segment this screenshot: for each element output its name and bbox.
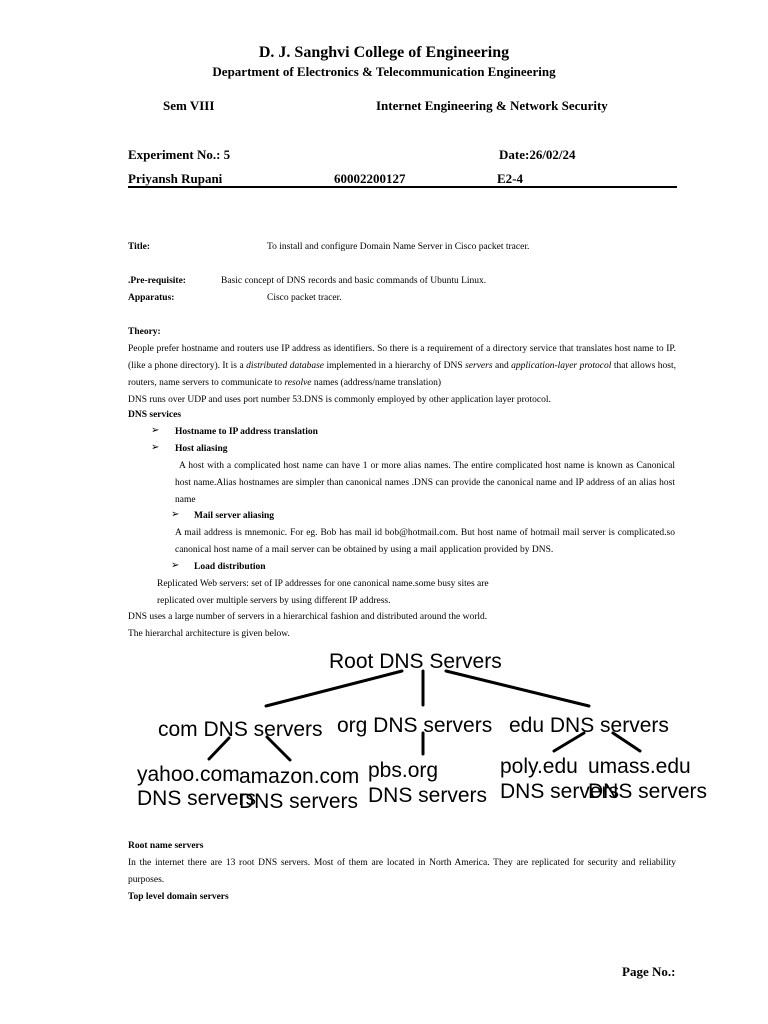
college-name: D. J. Sanghvi College of Engineering [258, 44, 510, 61]
tld-servers-heading: Top level domain servers [128, 892, 229, 902]
pbs-dns-servers-line-2: DNS servers [368, 784, 488, 807]
theory-paragraph-2: DNS runs over UDP and uses port number 53.DNS is commonly employed by other application layer protocol. [128, 395, 551, 405]
header-divider [128, 186, 677, 188]
umass-dns-servers-line-1: umass.edu [588, 755, 691, 778]
application-layer-protocol-term: application-layer protocol [511, 361, 612, 371]
service-host-aliasing: Host aliasing [175, 444, 228, 454]
servers-term: servers [465, 361, 493, 371]
theory-paragraph-3: DNS uses a large number of servers in a hierarchical fashion and distributed around the world. [128, 612, 488, 622]
host-aliasing-description: A host with a complicated host name can have 1 or more alias names. The entire complicated host name is known as Canonical host name.Alias hostnames are simpler than canonical names .DNS can provide the canonical name and IP address of an alias host name [175, 461, 675, 505]
amazon-dns-servers-line-1: amazon.com [239, 765, 360, 788]
theory-heading: Theory: [128, 327, 161, 337]
theory-text: implemented in a hierarchy of DNS [324, 361, 466, 371]
theory-text: names (address/name translation) [311, 378, 442, 388]
arrow-bullet-icon: ➢ [171, 560, 180, 571]
theory-paragraph-4: The hierarchal architecture is given below. [128, 629, 290, 639]
org-dns-servers-node: org DNS servers [337, 714, 493, 737]
service-hostname-translation: Hostname to IP address translation [175, 427, 318, 437]
dns-services-heading: DNS services [128, 410, 182, 420]
experiment-number: Experiment No.: 5 [128, 147, 231, 162]
root-name-servers-text: In the internet there are 13 root DNS servers. Most of them are located in North America. They are replicated for security and reliability purposes. [128, 858, 676, 885]
edu-dns-servers-node: edu DNS servers [509, 714, 669, 737]
pbs-dns-servers-line-1: pbs.org [368, 759, 439, 782]
batch: E2-4 [497, 171, 523, 186]
semester: Sem VIII [163, 98, 215, 113]
load-distribution-line-1: Replicated Web servers: set of IP addresses for one canonical name.some busy sites are [157, 579, 489, 589]
title-value: To install and configure Domain Name Server in Cisco packet tracer. [267, 242, 530, 252]
arrow-bullet-icon: ➢ [151, 442, 160, 453]
apparatus-value: Cisco packet tracer. [267, 293, 342, 303]
load-distribution-line-2: replicated over multiple servers by using different IP address. [157, 596, 391, 606]
connector-root-edu [446, 671, 589, 706]
service-mail-server-aliasing: Mail server aliasing [194, 511, 275, 521]
connector-root-com [266, 671, 402, 706]
prerequisite-value: Basic concept of DNS records and basic commands of Ubuntu Linux. [221, 276, 487, 286]
distributed-database-term: distributed database [246, 361, 325, 371]
prerequisite-label: .Pre-requisite: [128, 276, 186, 286]
amazon-dns-servers-line-2: DNS servers [239, 790, 359, 813]
yahoo-dns-servers-line-1: yahoo.com [137, 763, 240, 786]
title-label: Title: [128, 242, 150, 252]
apparatus-label: Apparatus: [128, 293, 175, 303]
theory-text: that allows host, routers, name servers to communicate to [128, 361, 677, 388]
theory-paragraph-1 [128, 341, 676, 392]
arrow-bullet-icon: ➢ [171, 509, 180, 520]
page-number-label: Page No.: [622, 964, 676, 979]
theory-text: People prefer hostname and routers use IP address as identifiers. So there is a requirement of a directory service that translates host name to IP. (like a phone directory). It is a [128, 344, 676, 371]
root-name-servers-heading: Root name servers [128, 841, 204, 851]
root-dns-servers-node: Root DNS Servers [329, 650, 502, 673]
poly-dns-servers-line-2: DNS servers [500, 780, 620, 803]
com-dns-servers-node: com DNS servers [158, 718, 323, 741]
subject-name: Internet Engineering & Network Security [376, 98, 608, 113]
arrow-bullet-icon: ➢ [151, 425, 160, 436]
experiment-date: Date:26/02/24 [499, 147, 576, 162]
theory-text: and [492, 361, 512, 371]
roll-number: 60002200127 [334, 171, 406, 186]
department-name: Department of Electronics & Telecommunication Engineering [212, 64, 556, 79]
umass-dns-servers-line-2: DNS servers [588, 780, 708, 803]
resolve-term: resolve [284, 378, 312, 388]
mail-aliasing-description: A mail address is mnemonic. For eg. Bob has mail id bob@hotmail.com. But host name of hotmail mail server is complicated.so canonical host name of a mail server can be obtained by using a mail application provided by DNS. [175, 528, 675, 555]
yahoo-dns-servers-line-2: DNS servers [137, 787, 257, 810]
service-load-distribution: Load distribution [194, 562, 266, 572]
poly-dns-servers-line-1: poly.edu [500, 755, 578, 778]
student-name: Priyansh Rupani [128, 171, 223, 186]
